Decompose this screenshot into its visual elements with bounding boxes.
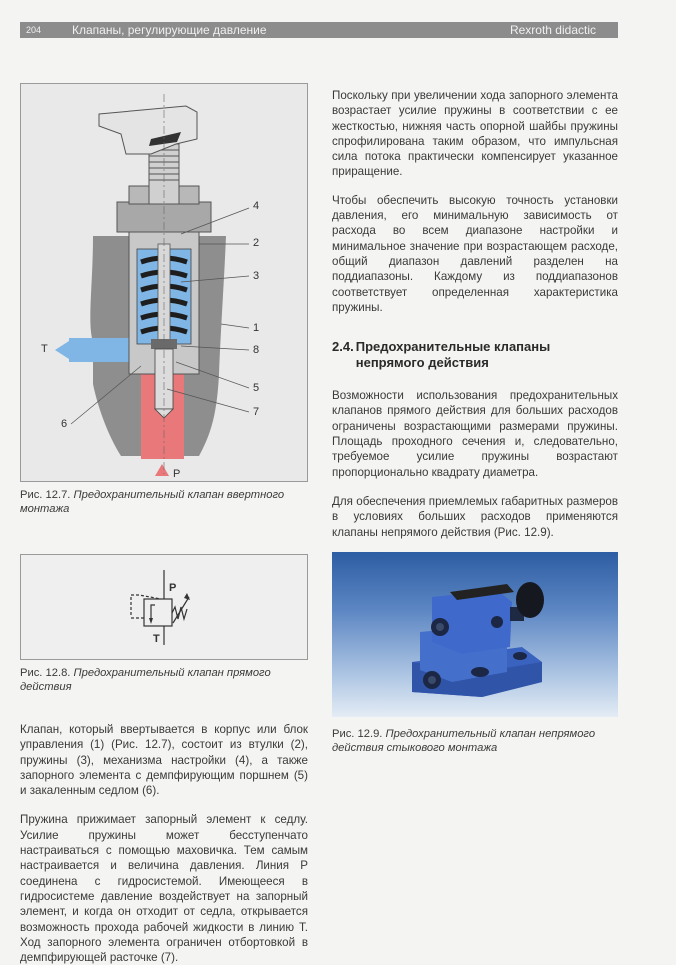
label-7: 7 [253, 406, 260, 418]
right-paragraph-4: Для обеспечения приемлемых габаритных размеров в условиях больших расходов применяются клапаны непрямого действия (Рис. 12.9). [332, 494, 618, 539]
caption-prefix: Рис. 12.7. [20, 489, 71, 501]
figure-12-9-caption [332, 727, 618, 755]
caption-prefix: Рис. 12.9. [332, 727, 383, 740]
figure-12-8-caption [20, 666, 308, 694]
section-number: 2.4. [332, 339, 354, 355]
symbol-port-t-label: T [153, 633, 160, 645]
right-paragraph-2: Чтобы обеспечить высокую точность установки давления, его минимальную зависимость от расхода во всем диапазоне настройки и минимальное значение при возрастающем расходе, общий диапазон давлений разделен на поддиапазоны. Каждому из поддиапазонов соответствует определенная характеристика пружины. [332, 193, 618, 314]
label-1: 1 [253, 322, 260, 334]
label-5: 5 [253, 382, 260, 394]
figure-12-7 [20, 83, 308, 482]
label-6: 6 [61, 418, 68, 430]
right-paragraph-3: Возможности использования предохранительных клапанов прямого действия для больших расходов ограничены возрастающими размерами пружины. Площадь проходного сечения и, следовательно, требуемое усилие пружины возрастают пропорционально квадрату диаметра. [332, 389, 618, 479]
section-title: Предохранительные клапаны непрямого действия [355, 339, 551, 371]
page-header [20, 22, 618, 38]
right-paragraph-1: Поскольку при увеличении хода запорного элемента возрастает усилие пружины в соответствии с ее жесткостью, нижняя часть опорной шайбы пружины спрофилирована таким образом, что импульсная сила потока практически компенсирует указанное приращение. [332, 89, 618, 179]
caption-text: Предохранительный клапан ввертного монтажа [20, 489, 285, 515]
port-t-label: T [41, 343, 48, 355]
caption-text: Предохранительный клапан прямого действия [20, 667, 271, 693]
left-paragraph-1: Клапан, который ввертывается в корпус или блок управления (1) (Рис. 12.7), состоит из втулки (2), пружины (3), механизма настройки (4), а также запорного элемента с демпфирующим поршнем (5) и закаленным седлом (6). [20, 723, 308, 798]
relief-valve-symbol [21, 555, 307, 659]
port-p-label: P [173, 468, 181, 480]
left-paragraph-2: Пружина прижимает запорный элемент к седлу. Усилие пружины может бесступенчато настраиваться с помощью маховичка. Тем самым настраивается и величина давления. Линия P соединена с гидросистемой. Имеющееся в гидросистеме давление воздействует на запорный элемент, и когда он отходит от седла, открывается возможность прохода рабочей жидкости в линию T. Ход запорного элемента ограничен отбортовкой в демпфирующей расточке (7). [20, 813, 308, 965]
label-2: 2 [253, 237, 260, 249]
right-column [332, 83, 618, 755]
chapter-title: Клапаны, регулирующие давление [72, 23, 267, 37]
figure-12-9-photo [332, 552, 618, 717]
label-8: 8 [253, 344, 260, 356]
caption-text: Предохранительный клапан непрямого действия стыкового монтажа [332, 727, 596, 754]
caption-prefix: Рис. 12.8. [20, 667, 71, 679]
indirect-relief-valve-photo [332, 552, 618, 717]
section-heading [332, 339, 618, 371]
label-4: 4 [253, 200, 260, 212]
symbol-port-p-label: P [169, 582, 177, 594]
left-column [20, 83, 308, 965]
brand-name: Rexroth didactic [509, 23, 596, 37]
page-number: 204 [26, 25, 42, 35]
figure-12-8 [20, 554, 308, 660]
label-3: 3 [253, 270, 260, 282]
figure-12-7-caption [20, 488, 308, 516]
